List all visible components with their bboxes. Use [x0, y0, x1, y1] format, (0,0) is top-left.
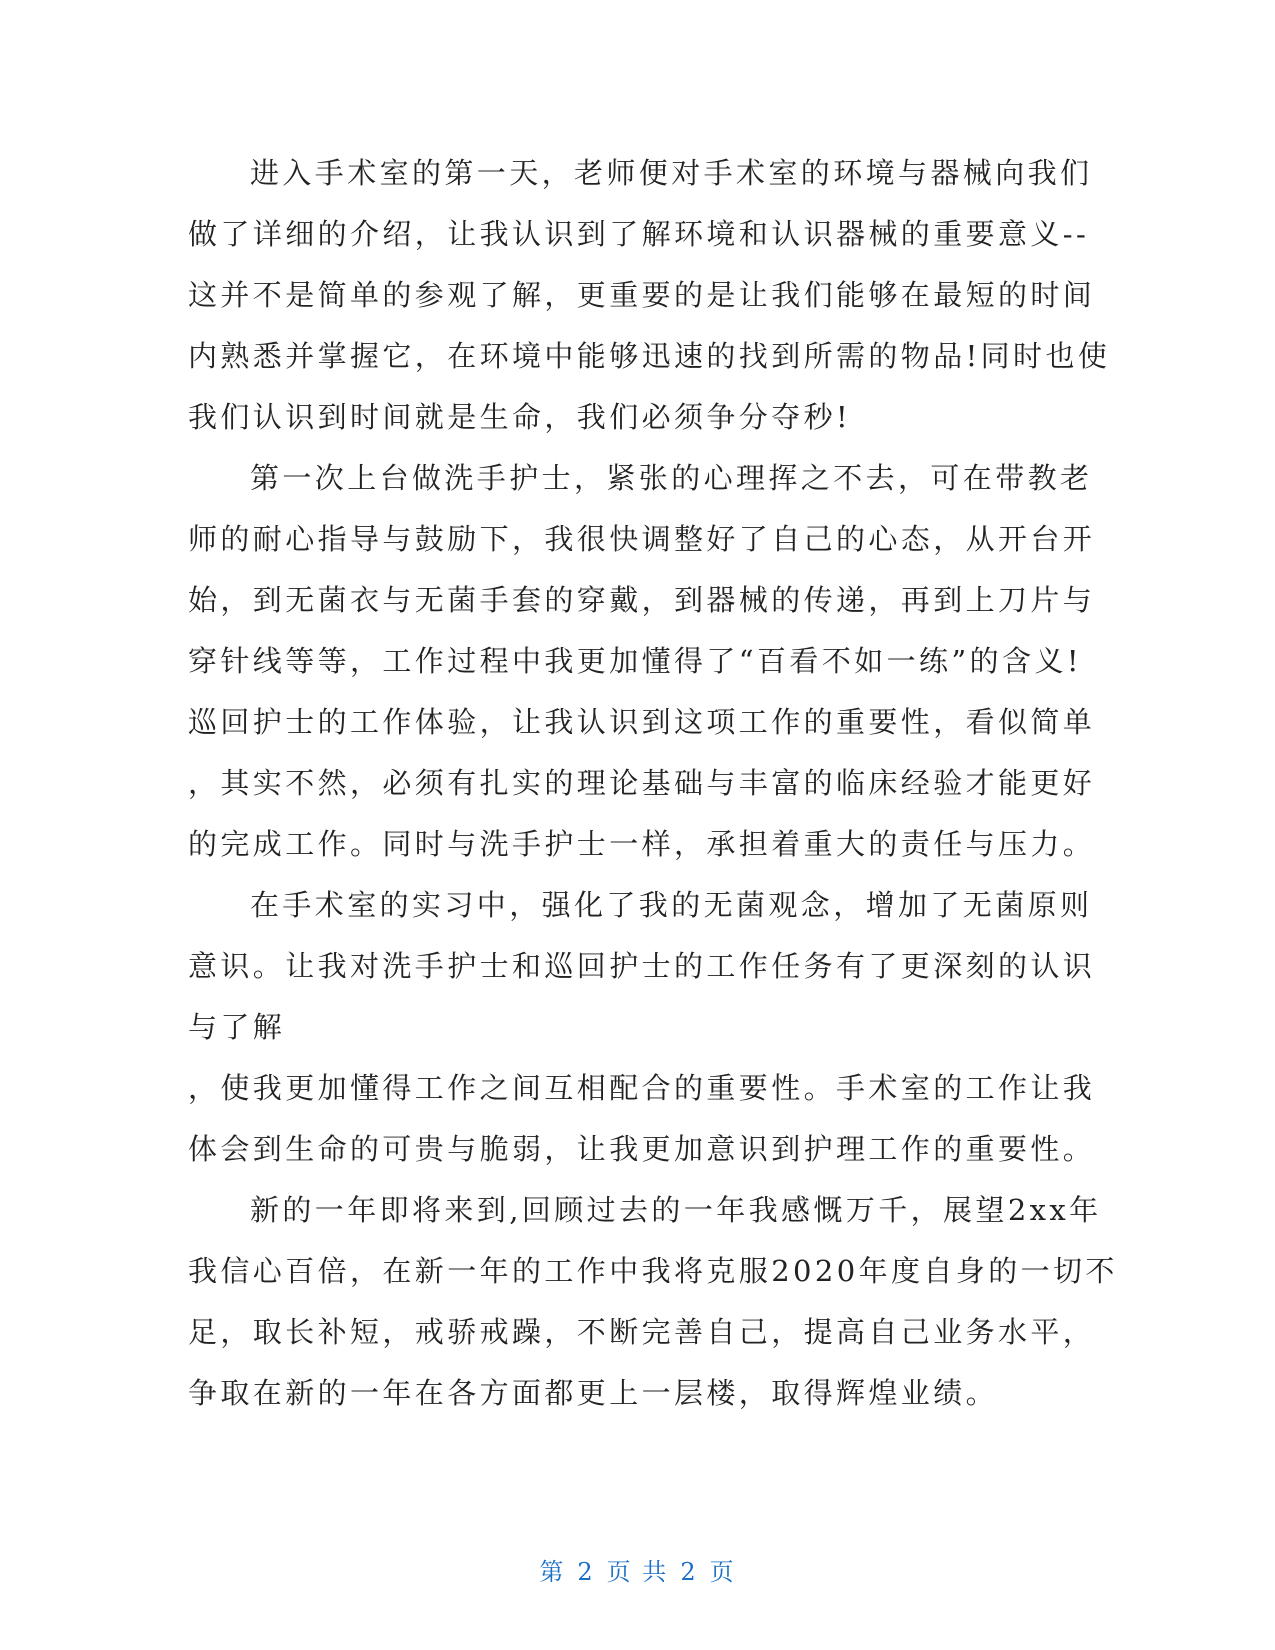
text-line: 的完成工作。同时与洗手护士一样，承担着重大的责任与压力。 [188, 827, 1096, 861]
text-line: 与了解 [188, 1010, 286, 1044]
text-line: 意识。让我对洗手护士和巡回护士的工作任务有了更深刻的认识 [188, 949, 1096, 983]
text-line: 第一次上台做洗手护士，紧张的心理挥之不去，可在带教老 [250, 461, 1093, 495]
text-line: 这并不是简单的参观了解，更重要的是让我们能够在最短的时间 [188, 278, 1096, 312]
footer-suffix: 页 [709, 1558, 736, 1586]
document-body [188, 143, 1118, 1424]
footer-middle: 页 共 [606, 1558, 669, 1586]
text-line: 在手术室的实习中，强化了我的无菌观念，增加了无菌原则 [250, 888, 1093, 922]
text-line: 做了详细的介绍，让我认识到了解环境和认识器械的重要意义-- [188, 217, 1090, 251]
footer-total-pages: 2 [680, 1558, 698, 1586]
text-line: 内熟悉并掌握它，在环境中能够迅速的找到所需的物品!同时也使 [188, 339, 1111, 373]
footer-current-page: 2 [577, 1558, 595, 1586]
text-line: ，使我更加懂得工作之间互相配合的重要性。手术室的工作让我 [188, 1071, 1096, 1105]
text-line: 我们认识到时间就是生命，我们必须争分夺秒! [188, 400, 852, 434]
text-line: 始，到无菌衣与无菌手套的穿戴，到器械的传递，再到上刀片与 [188, 583, 1096, 617]
text-line: 巡回护士的工作体验，让我认识到这项工作的重要性，看似简单 [188, 705, 1096, 739]
text-line: 争取在新的一年在各方面都更上一层楼，取得辉煌业绩。 [188, 1376, 999, 1410]
text-line: 新的一年即将来到,回顾过去的一年我感慨万千，展望2xx年 [250, 1193, 1102, 1227]
text-line: 穿针线等等，工作过程中我更加懂得了“百看不如一练”的含义! [188, 644, 1082, 678]
page-footer [0, 1552, 1275, 1587]
text-line: 进入手术室的第一天，老师便对手术室的环境与器械向我们 [250, 156, 1093, 190]
text-line: 体会到生命的可贵与脆弱，让我更加意识到护理工作的重要性。 [188, 1132, 1096, 1166]
text-line: 我信心百倍，在新一年的工作中我将克服2020年度自身的一切不 [188, 1254, 1118, 1288]
text-line: 足，取长补短，戒骄戒躁，不断完善自己，提高自己业务水平， [188, 1315, 1096, 1349]
footer-prefix: 第 [539, 1558, 566, 1586]
text-line: ，其实不然，必须有扎实的理论基础与丰富的临床经验才能更好 [188, 766, 1096, 800]
text-line: 师的耐心指导与鼓励下，我很快调整好了自己的心态，从开台开 [188, 522, 1096, 556]
